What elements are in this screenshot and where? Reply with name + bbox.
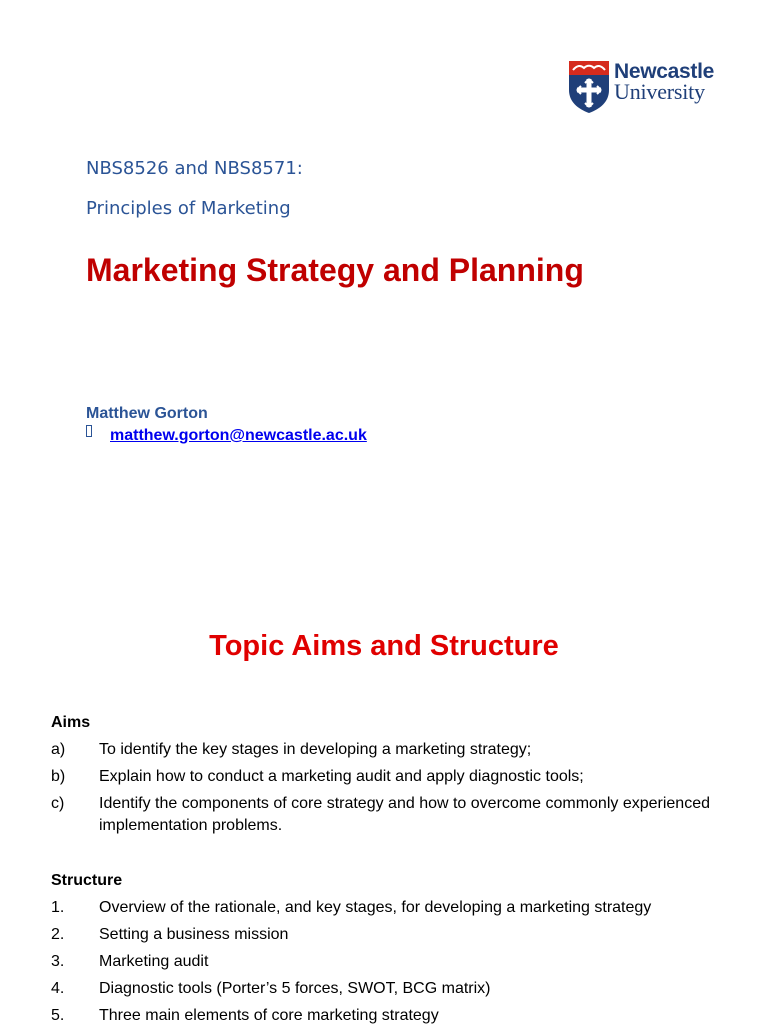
shield-crest-icon: [568, 60, 610, 114]
page-title: Marketing Strategy and Planning: [86, 252, 584, 288]
list-marker: 2.: [51, 926, 65, 943]
list-marker: 3.: [51, 953, 65, 970]
list-item-text: Three main elements of core marketing strategy: [99, 1007, 439, 1024]
list-item-text: Setting a business mission: [99, 926, 289, 943]
list-item-text: To identify the key stages in developing a marketing strategy;: [99, 741, 532, 758]
course-name: Principles of Marketing: [86, 198, 291, 219]
logo-word-newcastle: Newcastle: [614, 60, 715, 83]
list-item: [51, 766, 731, 788]
course-code: NBS8526 and NBS8571:: [86, 158, 303, 179]
section-title: Topic Aims and Structure: [209, 630, 559, 662]
list-item: [51, 924, 731, 946]
list-item: [51, 978, 731, 1000]
list-item: [51, 897, 731, 919]
list-item: [51, 793, 731, 837]
list-item-text: Diagnostic tools (Porter’s 5 forces, SWOT, BCG matrix): [99, 980, 491, 997]
list-item-text: Overview of the rationale, and key stages, for developing a marketing strategy: [99, 899, 652, 916]
aims-list: [51, 739, 731, 842]
list-item-text: Explain how to conduct a marketing audit and apply diagnostic tools;: [99, 768, 584, 785]
structure-list: [51, 897, 731, 1032]
list-item-text: Marketing audit: [99, 953, 209, 970]
structure-heading: Structure: [51, 872, 123, 889]
list-item: [51, 951, 731, 973]
list-marker: b): [51, 768, 66, 785]
list-marker: c): [51, 795, 65, 812]
list-marker: 1.: [51, 899, 65, 916]
missing-glyph-icon: [86, 425, 92, 437]
list-marker: 5.: [51, 1007, 65, 1024]
logo-word-university: University: [614, 79, 705, 104]
email-link[interactable]: matthew.gorton@newcastle.ac.uk: [110, 427, 367, 444]
list-marker: a): [51, 741, 66, 758]
author-name: Matthew Gorton: [86, 405, 208, 422]
list-item: [51, 739, 731, 761]
newcastle-university-logo: [568, 60, 728, 116]
aims-heading: Aims: [51, 714, 91, 731]
list-marker: 4.: [51, 980, 65, 997]
list-item-text: Identify the components of core strategy and how to overcome commonly experienced implementation problems.: [99, 795, 710, 834]
